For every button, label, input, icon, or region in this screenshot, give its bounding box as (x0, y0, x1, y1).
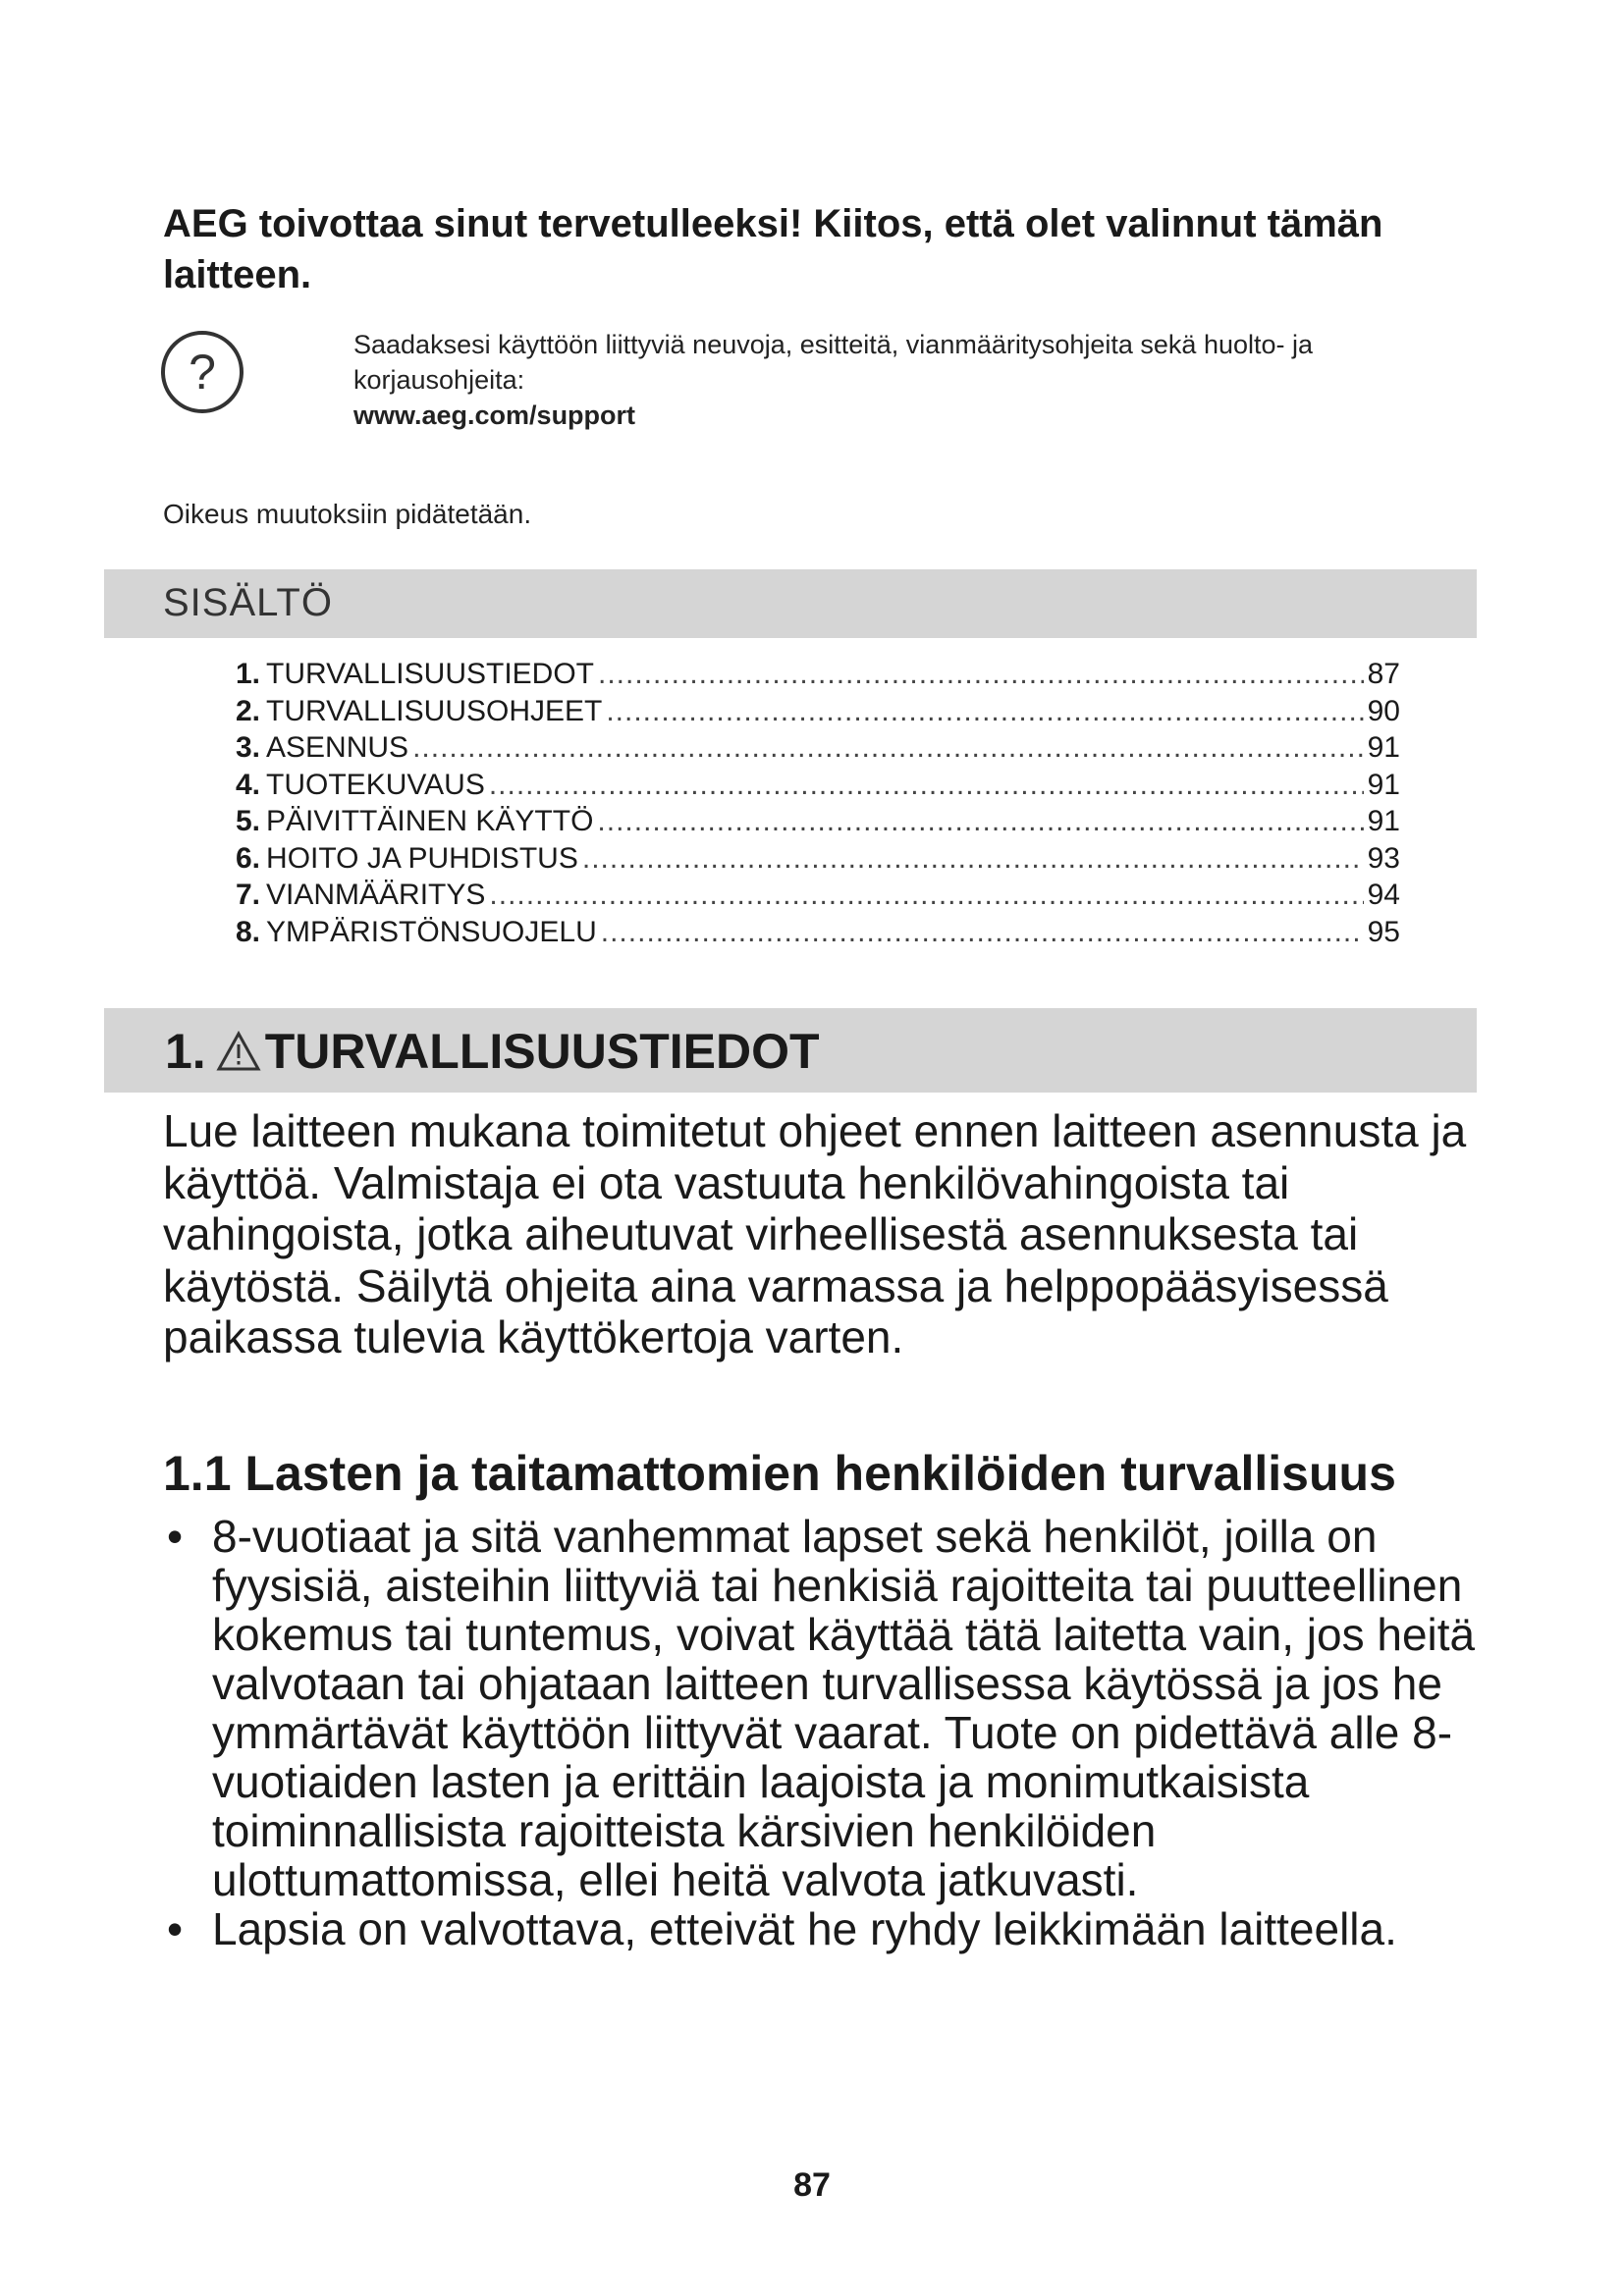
toc-item-page: 90 (1367, 694, 1400, 727)
toc-item-number: 8. (236, 915, 261, 948)
toc-item-page: 95 (1367, 915, 1400, 948)
toc-leader-dots (597, 803, 1363, 840)
toc-leader-dots (412, 729, 1364, 767)
section-intro: Lue laitteen mukana toimitetut ohjeet ennen laitteen asennusta ja käyttöä. Valmistaja ei ota vastuuta henkilövahingoista tai vahingoista, jotka aiheutuvat virheellisestä asennuksesta tai käytöstä. Säilytä ohjeita aina varmassa ja helppopääsyisessä paikassa tulevia käyttökertoja varten. (163, 1105, 1467, 1362)
toc-item-label: PÄIVITTÄINEN KÄYTTÖ (266, 805, 594, 837)
page-number: 87 (793, 2166, 831, 2204)
section-title (165, 1017, 820, 1086)
list-item: • Lapsia on valvottava, etteivät he ryhdy leikkimään laitteella. (163, 1904, 1493, 1953)
toc-item[interactable] (236, 767, 1400, 804)
toc-title: SISÄLTÖ (163, 581, 333, 624)
toc-item[interactable] (236, 693, 1400, 730)
toc-item[interactable] (236, 914, 1400, 951)
toc-item-page: 87 (1367, 658, 1400, 690)
section-number: 1. (165, 1024, 206, 1079)
toc-item-label: ASENNUS (266, 731, 409, 764)
support-info (353, 327, 1473, 433)
toc-item-label: TURVALLISUUSTIEDOT (266, 658, 594, 690)
toc-item[interactable] (236, 877, 1400, 914)
toc-item-number: 7. (236, 879, 261, 911)
list-item: • 8-vuotiaat ja sitä vanhemmat lapset sekä henkilöt, joilla on fyysisiä, aisteihin liittyviä tai henkisiä rajoitteita tai puutteellinen kokemus tai tuntemus, voivat käyttää tätä laitetta vain, jos heitä valvotaan tai ohjataan laitteen turvallisessa käytössä ja jos he ymmärtävät käyttöön liittyvät vaarat. Tuote on pidettävä alle 8-vuotiaiden lasten ja erittäin laajoista ja monimutkaisista toiminnallisista rajoitteista kärsivien henkilöiden ulottumattomissa, ellei heitä valvota jatkuvasti. (163, 1512, 1493, 1904)
toc-item-number: 3. (236, 731, 261, 764)
toc-item-label: TUOTEKUVAUS (266, 768, 485, 801)
toc-leader-dots (489, 767, 1364, 804)
toc-item-page: 94 (1367, 879, 1400, 911)
rights-reserved-note: Oikeus muutoksiin pidätetään. (163, 499, 532, 529)
subsection-title: 1.1 Lasten ja taitamattomien henkilöiden turvallisuus (163, 1446, 1396, 1501)
toc-leader-dots (598, 656, 1364, 693)
toc-item-page: 91 (1367, 805, 1400, 837)
toc-item[interactable] (236, 840, 1400, 878)
toc-item-label: YMPÄRISTÖNSUOJELU (266, 915, 597, 948)
toc-item[interactable] (236, 729, 1400, 767)
toc-item-label: TURVALLISUUSOHJEET (266, 694, 603, 727)
svg-text:?: ? (189, 345, 216, 400)
toc-item-page: 91 (1367, 731, 1400, 764)
safety-bullet-list (163, 1512, 1493, 1953)
toc-item-label: VIANMÄÄRITYS (266, 879, 486, 911)
toc-item-number: 4. (236, 768, 261, 801)
toc-item-number: 6. (236, 841, 261, 875)
support-text: Saadaksesi käyttöön liittyviä neuvoja, esitteitä, vianmääritysohjeita sekä huolto- ja korjausohjeita: (353, 330, 1314, 395)
toc-item-number: 5. (236, 805, 261, 837)
toc-leader-dots (606, 693, 1363, 730)
toc-item-number: 1. (236, 658, 261, 690)
toc-item-label: HOITO JA PUHDISTUS (266, 841, 578, 875)
toc-leader-dots (601, 914, 1364, 951)
toc-leader-dots (582, 840, 1364, 878)
toc-item-page: 93 (1367, 841, 1400, 875)
welcome-heading: AEG toivottaa sinut tervetulleeksi! Kiitos, että olet valinnut tämän laitteen. (163, 202, 1383, 296)
warning-triangle-icon (216, 1031, 261, 1072)
toc-item[interactable] (236, 656, 1400, 693)
toc-item[interactable] (236, 803, 1400, 840)
toc-item-number: 2. (236, 694, 261, 727)
section-title-text: TURVALLISUUSTIEDOT (264, 1024, 820, 1079)
support-link[interactable]: www.aeg.com/support (353, 400, 636, 430)
toc-leader-dots (489, 877, 1363, 914)
question-circle-icon (158, 328, 246, 416)
table-of-contents (236, 656, 1400, 950)
toc-item-page: 91 (1367, 768, 1400, 801)
